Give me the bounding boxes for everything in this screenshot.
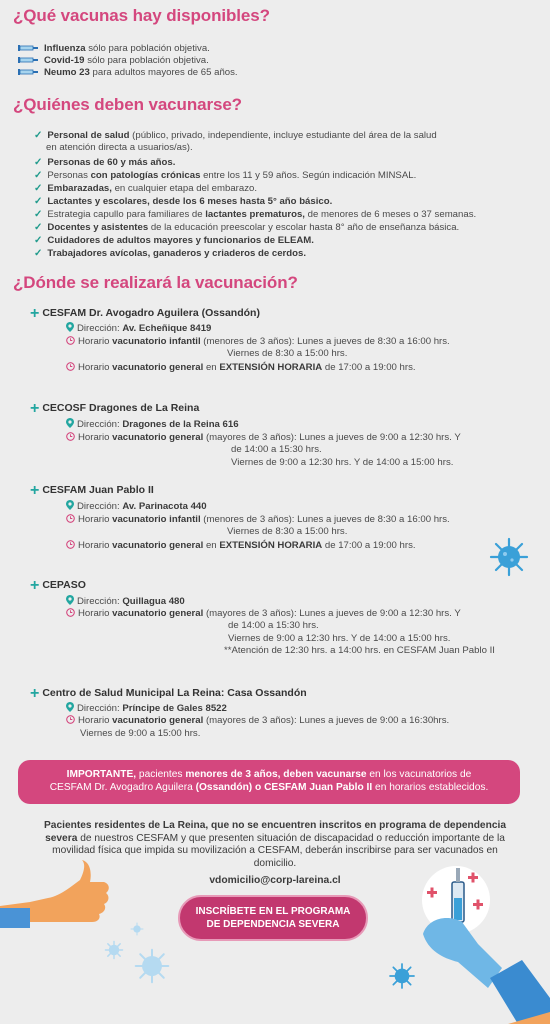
plus-icon: + bbox=[30, 577, 40, 594]
center-schedule-continued: de 14:00 a 15:30 hrs. bbox=[228, 620, 319, 631]
check-icon: ✓ bbox=[34, 183, 43, 194]
center-address: Dirección: Av. Parinacota 440 bbox=[66, 500, 207, 512]
plus-icon: + bbox=[30, 685, 40, 702]
check-icon: ✓ bbox=[34, 209, 43, 220]
who-title: ¿Quiénes deben vacunarse? bbox=[13, 95, 242, 114]
where-title: ¿Dónde se realizará la vacunación? bbox=[13, 273, 298, 292]
group-item: ✓ Cuidadores de adultos mayores y funcionarios de ELEAM. bbox=[34, 235, 314, 246]
virus-icon bbox=[488, 536, 530, 578]
check-icon: ✓ bbox=[34, 248, 43, 259]
location-pin-icon bbox=[66, 702, 74, 712]
center-schedule: Horario vacunatorio general en EXTENSIÓN HORARIA de 17:00 a 19:00 hrs. bbox=[66, 540, 416, 551]
group-item: ✓ Trabajadores avícolas, ganaderos y criaderos de cerdos. bbox=[34, 248, 307, 259]
virus-icon bbox=[130, 922, 144, 936]
group-item: ✓ Docentes y asistentes de la educación preescolar y escolar hasta 8° año de enseñanza básica. bbox=[34, 222, 460, 233]
clock-icon bbox=[66, 336, 75, 345]
virus-icon bbox=[133, 947, 171, 985]
center-address: Dirección: Dragones de la Reina 616 bbox=[66, 418, 239, 430]
clock-icon bbox=[66, 715, 75, 724]
plus-icon: + bbox=[30, 482, 40, 499]
center-title: + CEPASO bbox=[30, 577, 86, 594]
thumbs-up-icon bbox=[0, 858, 110, 930]
center-schedule-friday: Viernes de 9:00 a 12:30 hrs. Y de 14:00 a 15:00 hrs. bbox=[228, 633, 451, 644]
syringe-icon bbox=[18, 44, 40, 52]
vaccines-title: ¿Qué vacunas hay disponibles? bbox=[13, 6, 270, 25]
clock-icon bbox=[66, 514, 75, 523]
center-address: Dirección: Príncipe de Gales 8522 bbox=[66, 702, 227, 714]
virus-icon bbox=[104, 940, 124, 960]
register-severe-dependency-button[interactable]: INSCRÍBETE EN EL PROGRAMA DE DEPENDENCIA SEVERA bbox=[178, 895, 368, 941]
center-schedule: Horario vacunatorio general (mayores de 3 años): Lunes a jueves de 9:00 a 12:30 hrs. Y bbox=[66, 608, 461, 619]
important-banner: IMPORTANTE, pacientes menores de 3 años, deben vacunarse en los vacunatorios de CESFAM Dr. Avogadro Aguilera (Ossandón) o CESFAM Juan Pablo II en horarios establecidos. bbox=[18, 760, 520, 804]
location-pin-icon bbox=[66, 418, 74, 428]
center-title: + CESFAM Juan Pablo II bbox=[30, 482, 154, 499]
center-schedule: Horario vacunatorio infantil (menores de 3 años): Lunes a jueves de 8:30 a 16:00 hrs. bbox=[66, 514, 450, 525]
clock-icon bbox=[66, 540, 75, 549]
check-icon: ✓ bbox=[34, 130, 43, 141]
check-icon: ✓ bbox=[34, 170, 43, 181]
group-item: ✓ Personal de salud (público, privado, independiente, incluye estudiante del área de la salud bbox=[34, 130, 437, 141]
gloved-hand-vaccine-icon bbox=[418, 848, 550, 1024]
center-schedule: Horario vacunatorio general (mayores de 3 años): Lunes a jueves de 9:00 a 12:30 hrs. Y bbox=[66, 432, 461, 443]
clock-icon bbox=[66, 362, 75, 371]
center-schedule: Horario vacunatorio general en EXTENSIÓN HORARIA de 17:00 a 19:00 hrs. bbox=[66, 362, 416, 373]
center-schedule-friday: Viernes de 8:30 a 15:00 hrs. bbox=[227, 526, 348, 537]
center-schedule-friday: Viernes de 9:00 a 12:30 hrs. Y de 14:00 a 15:00 hrs. bbox=[231, 457, 454, 468]
check-icon: ✓ bbox=[34, 157, 43, 168]
group-item: ✓ Estrategia capullo para familiares de lactantes prematuros, de menores de 6 meses o 37 semanas. bbox=[34, 209, 477, 220]
check-icon: ✓ bbox=[34, 235, 43, 246]
center-schedule-friday: Viernes de 9:00 a 15:00 hrs. bbox=[80, 728, 201, 739]
vaccine-item: Covid-19 sólo para población objetiva. bbox=[18, 55, 209, 66]
group-item: ✓ Personas con patologías crónicas entre los 11 y 59 años. Según indicación MINSAL. bbox=[34, 170, 417, 181]
clock-icon bbox=[66, 432, 75, 441]
check-icon: ✓ bbox=[34, 196, 43, 207]
contact-email[interactable]: vdomicilio@corp-lareina.cl bbox=[209, 875, 341, 886]
plus-icon: + bbox=[30, 305, 40, 322]
center-schedule-continued: de 14:00 a 15:30 hrs. bbox=[231, 444, 322, 455]
check-icon: ✓ bbox=[34, 222, 43, 233]
group-item-continued: en atención directa a usuarios/as). bbox=[46, 142, 193, 153]
syringe-icon bbox=[18, 68, 40, 76]
plus-icon: + bbox=[30, 400, 40, 417]
clock-icon bbox=[66, 608, 75, 617]
home-vaccination-info: Pacientes residentes de La Reina, que no se encuentren inscritos en programa de dependencia severa de nuestros CESFAM y que presenten situación de discapacidad o reducción importante de la movilidad física que impida su movilización a CESFAM, deberán inscribirse para ser vacunados en domicilio. bbox=[44, 820, 506, 869]
center-schedule: Horario vacunatorio general (mayores de 3 años): Lunes a jueves de 9:00 a 16:30hrs. bbox=[66, 715, 449, 726]
group-item: ✓ Lactantes y escolares, desde los 6 meses hasta 5° año básico. bbox=[34, 196, 333, 207]
syringe-icon bbox=[18, 56, 40, 64]
center-address: Dirección: Quillagua 480 bbox=[66, 595, 185, 607]
center-schedule: Horario vacunatorio infantil (menores de 3 años): Lunes a jueves de 8:30 a 16:00 hrs. bbox=[66, 336, 450, 347]
center-title: + CECOSF Dragones de La Reina bbox=[30, 400, 200, 417]
center-note: **Atención de 12:30 hrs. a 14:00 hrs. en CESFAM Juan Pablo II bbox=[224, 645, 495, 656]
center-title: + CESFAM Dr. Avogadro Aguilera (Ossandón) bbox=[30, 305, 260, 322]
vaccine-item: Influenza sólo para población objetiva. bbox=[18, 43, 210, 54]
group-item: ✓ Embarazadas, en cualquier etapa del embarazo. bbox=[34, 183, 257, 194]
center-schedule-friday: Viernes de 8:30 a 15:00 hrs. bbox=[227, 348, 348, 359]
virus-icon bbox=[388, 962, 416, 990]
group-item: ✓ Personas de 60 y más años. bbox=[34, 157, 176, 168]
location-pin-icon bbox=[66, 322, 74, 332]
location-pin-icon bbox=[66, 500, 74, 510]
center-title: + Centro de Salud Municipal La Reina: Casa Ossandón bbox=[30, 685, 307, 702]
location-pin-icon bbox=[66, 595, 74, 605]
vaccine-item: Neumo 23 para adultos mayores de 65 años. bbox=[18, 67, 238, 78]
center-address: Dirección: Av. Echeñique 8419 bbox=[66, 322, 211, 334]
